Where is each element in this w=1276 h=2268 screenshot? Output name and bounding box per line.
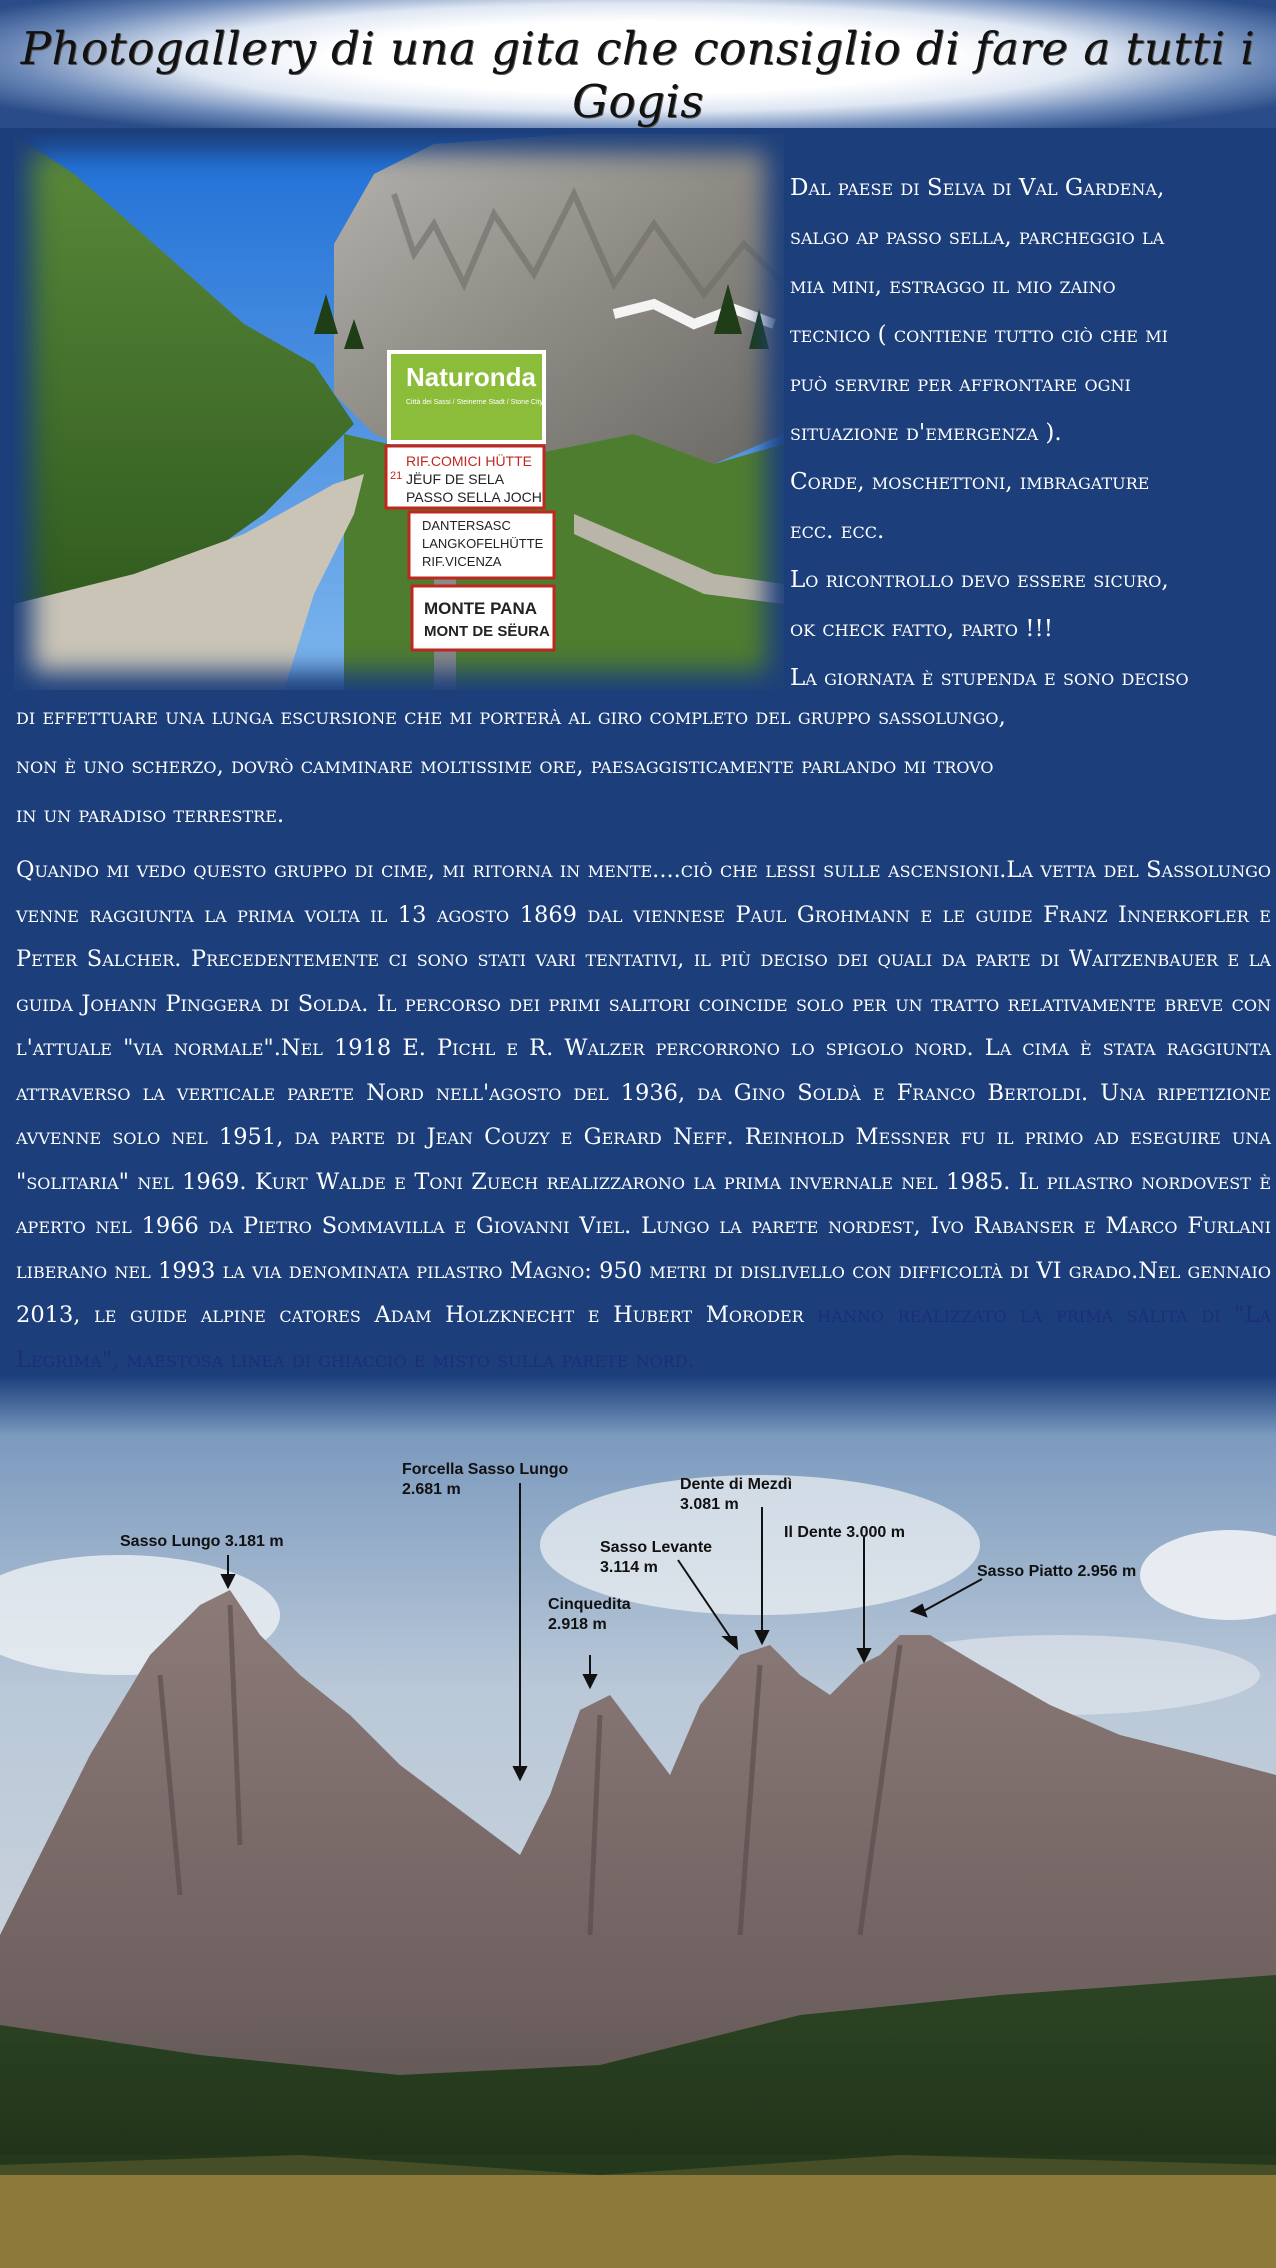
sign-2-line1: RIF.COMICI HÜTTE	[406, 453, 532, 469]
sign-2-line3: PASSO SELLA JOCH	[406, 489, 542, 505]
side-line: situazione d'emergenza ).	[790, 420, 1062, 446]
peak-label-sasso-lungo: Sasso Lungo 3.181 m	[120, 1533, 284, 1550]
sign-4-line2: MONT DE SËURA	[424, 623, 550, 640]
sign-2-line2: JËUF DE SELA	[406, 471, 505, 487]
sign-3-line1: DANTERSASC	[422, 518, 511, 533]
side-line: Corde, moschettoni, imbragature	[790, 469, 1150, 495]
side-line: La giornata è stupenda e sono deciso	[790, 665, 1189, 691]
side-line: mia mini, estraggo il mio zaino	[790, 273, 1116, 299]
side-line: tecnico ( contiene tutto ciò che mi	[790, 322, 1168, 348]
sign-3-line2: LANGKOFELHÜTTE	[422, 536, 544, 551]
intro-text-full	[16, 693, 1271, 840]
side-line: può servire per affrontare ogni	[790, 371, 1131, 397]
history-paragraph: Quando mi vedo questo gruppo di cime, mi ritorna in mente....ciò che lessi sulle ascensioni.La vetta del Sassolungo venne raggiunta la prima volta il 13 agosto 1869 dal viennese Paul Grohmann e le guide Franz Innerkofler e Peter Salcher. Precedentemente ci sono stati vari tentativi, il più deciso dei quali da parte di Waitzenbauer e la guida Johann Pinggera di Solda. Il percorso dei primi salitori coincide solo per un tratto relativamente breve con l'attuale "via normale".Nel 1918 E. Pichl e R. Walzer percorrono lo spigolo nord. La cima è stata raggiunta attraverso la verticale parete Nord nell'agosto del 1936, da Gino Soldà e Franco Bertoldi. Una ripetizione avvenne solo nel 1951, da parte di Jean Couzy e Gerard Neff. Reinhold Messner fu il primo ad eseguire una "solitaria" nel 1969. Kurt Walde e Toni Zuech realizzarono la prima invernale nel 1985. Il pilastro nordovest è aperto nel 1966 da Pietro Sommavilla e Giovanni Viel. Lungo la parete nordest, Ivo Rabanser e Marco Furlani liberano nel 1993 la via denominata pilastro Magno: 950 metri di dislivello con difficoltà di VI grado.Nel gennaio 2013, le guide alpine catores Adam Holzknecht e Hubert Moroder	[16, 857, 1271, 1328]
full-line: non è uno scherzo, dovrò camminare moltissime ore, paesaggisticamente parlando mi trovo	[16, 753, 994, 779]
side-line: Lo ricontrollo devo essere sicuro,	[790, 567, 1169, 593]
sign-4-line1: MONTE PANA	[424, 599, 538, 618]
peak-label-il-dente: Il Dente 3.000 m	[784, 1524, 905, 1541]
peak-label-sasso-piatto: Sasso Piatto 2.956 m	[977, 1563, 1137, 1580]
sassolungo-drawing	[0, 1375, 1276, 2268]
sign-naturonda: Naturonda	[406, 362, 536, 392]
intro-text-side	[790, 164, 1270, 703]
history-text	[16, 848, 1271, 1382]
side-line: Dal paese di Selva di Val Gardena,	[790, 175, 1165, 201]
trail-photo-drawing	[14, 134, 784, 690]
peak-label-cinquedita: Cinquedita 2.918 m	[548, 1596, 631, 1633]
full-line: in un paradiso terrestre.	[16, 802, 285, 828]
trail-photo	[14, 134, 784, 690]
history-paragraph-end: hanno realizzato la prima salita di "La Legrima", maestosa linea di ghiaccio e misto sulla parete nord.	[16, 1302, 1271, 1373]
side-line: salgo ap passo sella, parcheggio la	[790, 224, 1165, 250]
header-banner	[0, 0, 1276, 128]
sign-2-number: 21	[390, 470, 403, 482]
peak-label-forcella: Forcella Sasso Lungo 2.681 m	[402, 1461, 569, 1498]
sign-3-line3: RIF.VICENZA	[422, 554, 502, 569]
full-line: di effettuare una lunga escursione che mi porterà al giro completo del gruppo sassolungo,	[16, 704, 1006, 730]
side-line: ecc. ecc.	[790, 518, 885, 544]
side-line: ok check fatto, parto !!!	[790, 616, 1053, 642]
peak-label-dente-di-mezdi: Dente di Mezdì 3.081 m	[680, 1476, 793, 1513]
peak-label-sasso-levante: Sasso Levante 3.114 m	[600, 1539, 713, 1576]
page-title: Photogallery di una gita che consiglio di fare a tutti i Gogis	[20, 22, 1256, 128]
sign-naturonda-sub: Città dei Sassi / Steinerne Stadt / Stone City	[406, 399, 543, 406]
sassolungo-photo	[0, 1375, 1276, 2268]
